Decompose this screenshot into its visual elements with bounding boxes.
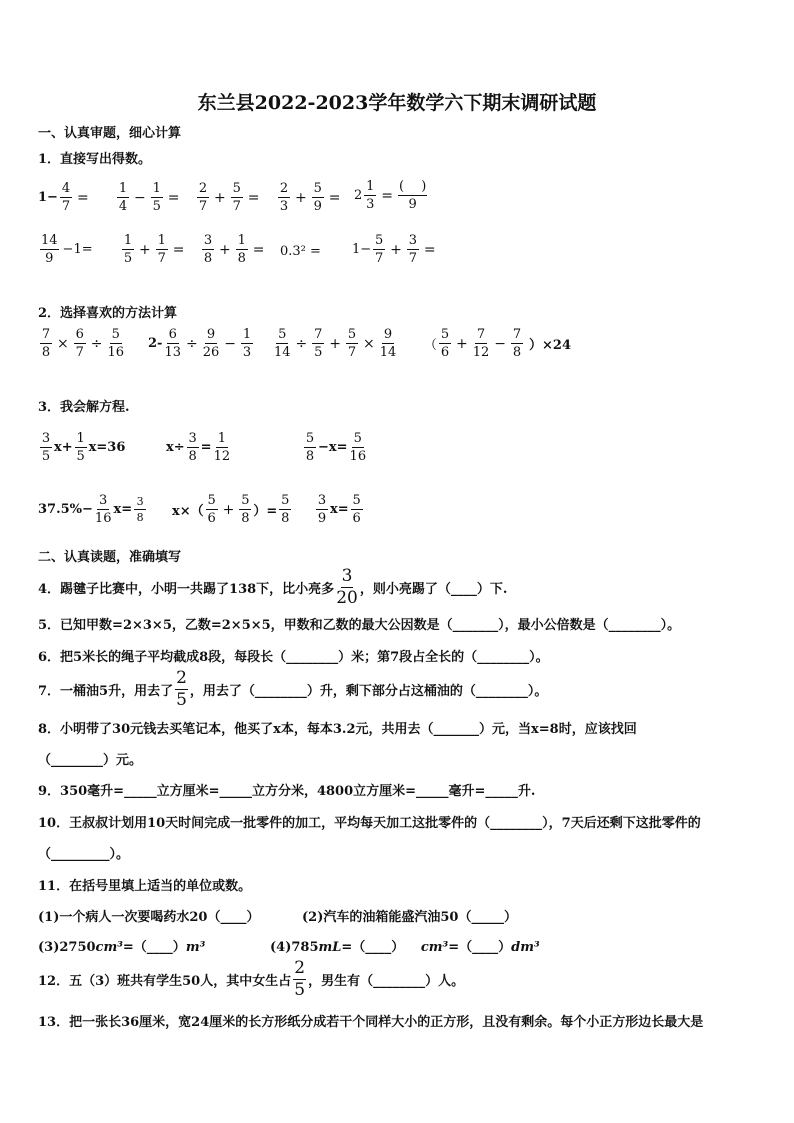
q2-item-1: $\frac{7}{8}$ × $\frac{6}{7}$ ÷ $\frac{5}{16}$ [41,327,125,360]
q11-item-3: (3)2750cm³=（____）m³ [38,940,206,955]
question-9: 9．350毫升=_____立方厘米=_____立方分米，4800立方厘米=_____毫升=_____升. [38,784,536,799]
question-4: 4．踢毽子比赛中，小明一共踢了138下，比小亮多 3 20 ，则小亮踢了（____）下. [38,566,508,608]
section-1-heading: 一、认真审题，细心计算 [38,126,182,141]
q1-item-9: 0.3² = [280,244,321,259]
page-title: 东兰县2022-2023学年数学六下期末调研试题 [197,92,597,114]
q1-item-10: 1− $\frac{5}{7}$ + $\frac{3}{7}$ = [352,233,436,266]
q2-item-3: $\frac{5}{14}$ ÷ $\frac{7}{5}$ + $\frac{5}{7}$ × $\frac{9}{14}$ [274,327,397,360]
q3-item-1: 3 5 x+ $\frac{1}{5}$ x=36 [41,431,126,464]
q1-item-2: 1 4 − $\frac{1}{5}$ = [118,181,180,214]
q1-item-6: 14 9 −1= [41,233,93,266]
q3-item-4: 37.5%− $\frac{3}{16}$ x= $\frac{3}{8}$ [38,494,148,525]
q3-item-2: x÷ $\frac{3}{8}$ = $\frac{1}{12}$ [166,431,231,464]
question-1-label: 1．直接写出得数。 [38,152,152,167]
question-3-label: 3．我会解方程. [38,400,130,415]
question-12: 12．五（3）班共有学生50人，其中女生占 2 5 ，男生有（________）人。 [38,958,465,1000]
section-2-heading: 二、认真读题，准确填写 [38,550,182,565]
question-8-line-2: （________）元。 [38,753,143,768]
question-10-line-2: （_________）。 [38,847,130,862]
question-2-label: 2．选择喜欢的方法计算 [38,306,178,321]
question-11-label: 11．在括号里填上适当的单位或数。 [38,879,252,894]
question-6: 6．把5米长的绳子平均截成8段，每段长（________）米；第7段占全长的（________）。 [38,650,549,665]
q3-item-5: x×（ 5 6 + $\frac{5}{8}$ ）= $\frac{5}{8}$ [172,493,290,526]
question-7: 7．一桶油5升，用去了 2 5 ，用去了（________）升，剩下部分占这桶油的（________）。 [38,668,548,710]
q1-item-5: 2 $\frac{1}{3}$ = ( ) 9 [354,179,427,212]
q1-item-3: 2 7 + $\frac{5}{7}$ = [198,181,260,214]
q3-item-3: 5 8 −x= $\frac{5}{16}$ [305,431,367,464]
q2-item-4: （ 5 6 + $\frac{7}{12}$ − $\frac{7}{8}$ ）×24 [424,327,572,360]
q3-item-6: 3 9 x= $\frac{5}{6}$ [317,493,361,526]
q11-item-4: (4)785mL=（____） cm³=（____）dm³ [270,940,540,955]
question-5: 5．已知甲数=2×3×5，乙数=2×5×5，甲数和乙数的最大公因数是（_______），最小公倍数是（________）。 [38,618,681,633]
q2-item-2: 2- $\frac{6}{13}$ ÷ $\frac{9}{26}$ − $\frac{1}{3}$ [148,327,252,360]
q11-item-1: (1)一个病人一次要喝药水20（____） [38,910,260,925]
q1-item-8: 3 8 + $\frac{1}{8}$ = [203,233,265,266]
question-8-line-1: 8．小明带了30元钱去买笔记本，他买了x本，每本3.2元，共用去（_______）元，当x=8时，应该找回 [38,722,637,737]
q1-item-7: 1 5 + $\frac{1}{7}$ = [123,233,185,266]
q1-item-1: 1− $\frac{4}{7}$ = [38,181,89,214]
question-13: 13．把一张长36厘米，宽24厘米的长方形纸分成若干个同样大小的正方形，且没有剩余。每个小正方形边长最大是 [38,1015,704,1030]
q1-item-4: 2 3 + $\frac{5}{9}$ = [279,181,341,214]
q11-item-2: (2)汽车的油箱能盛汽油50（_____） [302,910,517,925]
question-10-line-1: 10．王叔叔计划用10天时间完成一批零件的加工，平均每天加工这批零件的（________），7天后还剩下这批零件的 [38,816,701,831]
